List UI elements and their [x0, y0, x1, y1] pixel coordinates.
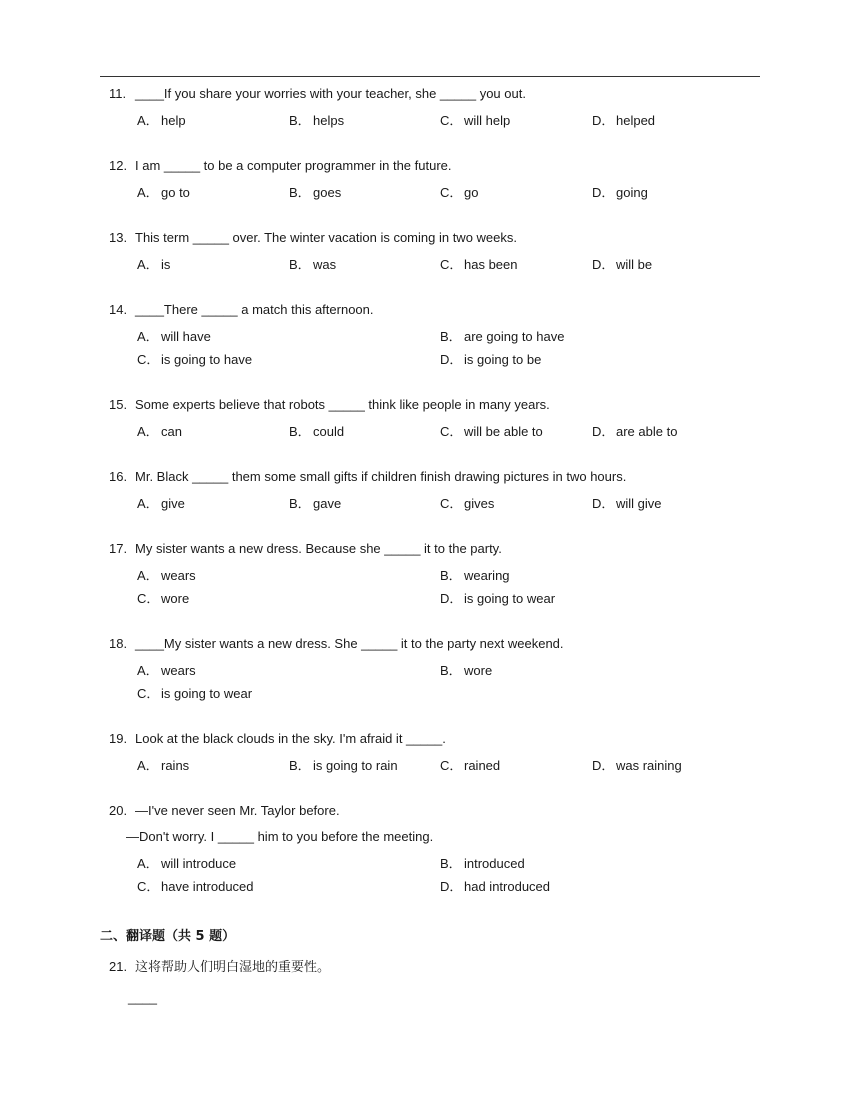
option-letter: C．: [137, 352, 160, 367]
question-number: 17.: [109, 541, 128, 556]
option-text: is going to have: [161, 352, 253, 367]
option-letter: C．: [440, 758, 463, 773]
option-d[interactable]: [592, 109, 655, 132]
option-a[interactable]: [137, 420, 182, 443]
question-number: 15.: [109, 397, 128, 412]
option-letter: A．: [137, 257, 159, 272]
option-b[interactable]: [289, 754, 398, 777]
option-text: can: [161, 424, 182, 439]
question-stem-line: [109, 729, 769, 749]
question-stem-reply: —Don't worry. I _____ him to you before the meeting.: [126, 829, 434, 844]
option-b[interactable]: [440, 325, 564, 348]
question-13: [109, 228, 769, 276]
option-text: gave: [313, 496, 342, 511]
question-number: 21.: [109, 959, 128, 974]
option-b[interactable]: [440, 564, 510, 587]
option-letter: A．: [137, 113, 159, 128]
option-d[interactable]: [592, 253, 652, 276]
option-text: wearing: [464, 568, 510, 583]
option-letter: D．: [440, 352, 463, 367]
option-d[interactable]: [592, 181, 648, 204]
option-c[interactable]: [440, 420, 543, 443]
option-letter: D．: [592, 424, 615, 439]
option-letter: C．: [440, 185, 463, 200]
option-text: is: [161, 257, 171, 272]
option-b[interactable]: [289, 181, 341, 204]
option-letter: D．: [592, 758, 615, 773]
option-text: will have: [161, 329, 211, 344]
question-stem-line: [109, 300, 769, 320]
option-text: helped: [616, 113, 656, 128]
question-stem-line: [109, 84, 769, 104]
option-b[interactable]: [289, 109, 344, 132]
option-letter: D．: [440, 591, 463, 606]
question-12: [109, 156, 769, 204]
option-text: has been: [464, 257, 518, 272]
option-letter: C．: [137, 591, 160, 606]
options: [109, 325, 769, 371]
option-letter: B．: [440, 663, 462, 678]
question-15: [109, 395, 769, 443]
question-number: 18.: [109, 636, 128, 651]
option-c[interactable]: [440, 492, 494, 515]
option-letter: C．: [137, 686, 160, 701]
option-text: wore: [161, 591, 190, 606]
question-17: [109, 539, 769, 610]
question-stem: —I've never seen Mr. Taylor before.: [135, 803, 340, 818]
option-b[interactable]: [289, 420, 344, 443]
question-14: [109, 300, 769, 371]
question-stem: ____There _____ a match this afternoon.: [135, 302, 374, 317]
option-letter: C．: [440, 257, 463, 272]
option-a[interactable]: [137, 564, 196, 587]
option-letter: A．: [137, 185, 159, 200]
option-letter: B．: [440, 329, 462, 344]
option-text: wears: [161, 663, 196, 678]
option-letter: B．: [289, 424, 311, 439]
question-stem: 这将帮助人们明白湿地的重要性。: [135, 960, 331, 975]
option-text: gives: [464, 496, 495, 511]
option-text: have introduced: [161, 879, 254, 894]
option-text: will be: [616, 257, 653, 272]
question-stem: ____If you share your worries with your teacher, she _____ you out.: [135, 86, 526, 101]
option-a[interactable]: [137, 754, 189, 777]
options: [109, 659, 769, 705]
option-letter: C．: [440, 113, 463, 128]
option-letter: D．: [440, 879, 463, 894]
options: [109, 420, 769, 443]
option-a[interactable]: [137, 109, 186, 132]
option-letter: D．: [592, 113, 615, 128]
option-text: give: [161, 496, 185, 511]
option-text: help: [161, 113, 186, 128]
option-text: go: [464, 185, 479, 200]
options: [109, 564, 769, 610]
question-number: 16.: [109, 469, 128, 484]
option-text: are going to have: [464, 329, 565, 344]
question-stem: ____My sister wants a new dress. She _____ it to the party next weekend.: [135, 636, 564, 651]
question-stem-line: [109, 467, 769, 487]
option-c[interactable]: [137, 682, 252, 705]
option-letter: D．: [592, 185, 615, 200]
question-stem: This term _____ over. The winter vacation is coming in two weeks.: [135, 230, 517, 245]
option-a[interactable]: [137, 492, 185, 515]
question-number: 19.: [109, 731, 128, 746]
options: [109, 852, 769, 898]
option-letter: A．: [137, 496, 159, 511]
option-text: rains: [161, 758, 190, 773]
option-text: are able to: [616, 424, 678, 439]
option-d[interactable]: [592, 754, 682, 777]
option-a[interactable]: [137, 325, 211, 348]
option-d[interactable]: [440, 875, 550, 898]
question-11: [109, 84, 769, 132]
question-stem: Some experts believe that robots _____ think like people in many years.: [135, 397, 550, 412]
option-b[interactable]: [440, 852, 525, 875]
question-stem-line: [109, 156, 769, 176]
option-letter: A．: [137, 568, 159, 583]
question-20: [109, 801, 769, 898]
option-letter: B．: [440, 568, 462, 583]
question-21: [109, 956, 330, 979]
question-stem-line: [109, 395, 769, 415]
option-letter: A．: [137, 424, 159, 439]
option-text: will help: [464, 113, 511, 128]
option-text: helps: [313, 113, 345, 128]
option-d[interactable]: [592, 492, 662, 515]
options: [109, 492, 769, 515]
option-c[interactable]: [440, 181, 478, 204]
option-b[interactable]: [440, 659, 492, 682]
option-a[interactable]: [137, 181, 190, 204]
section-title: 二、翻译题（共 5 题）: [100, 929, 236, 944]
option-text: going: [616, 185, 648, 200]
option-letter: A．: [137, 758, 159, 773]
option-letter: B．: [289, 257, 311, 272]
question-number: 13.: [109, 230, 128, 245]
option-letter: B．: [289, 113, 311, 128]
option-letter: A．: [137, 329, 159, 344]
question-number: 12.: [109, 158, 128, 173]
option-text: could: [313, 424, 345, 439]
option-d[interactable]: [592, 420, 677, 443]
option-text: was raining: [616, 758, 682, 773]
question-stem: My sister wants a new dress. Because she _____ it to the party.: [135, 541, 502, 556]
question-number: 14.: [109, 302, 128, 317]
option-text: was: [313, 257, 337, 272]
question-stem: Look at the black clouds in the sky. I'm afraid it _____.: [135, 731, 446, 746]
option-letter: B．: [289, 185, 311, 200]
option-text: will be able to: [464, 424, 543, 439]
option-letter: A．: [137, 663, 159, 678]
option-text: is going to be: [464, 352, 542, 367]
option-letter: A．: [137, 856, 159, 871]
question-number: 11.: [109, 86, 127, 101]
option-letter: B．: [289, 758, 311, 773]
question-number: 20.: [109, 803, 128, 818]
question-18: [109, 634, 769, 705]
options: [109, 109, 769, 132]
option-text: is going to wear: [464, 591, 556, 606]
option-letter: C．: [440, 424, 463, 439]
option-text: will introduce: [161, 856, 237, 871]
question-stem: I am _____ to be a computer programmer in the future.: [135, 158, 452, 173]
option-letter: C．: [440, 496, 463, 511]
option-c[interactable]: [440, 253, 518, 276]
option-text: go to: [161, 185, 190, 200]
question-19: [109, 729, 769, 777]
option-c[interactable]: [137, 348, 252, 371]
option-text: introduced: [464, 856, 525, 871]
option-d[interactable]: [440, 348, 541, 371]
option-text: is going to rain: [313, 758, 398, 773]
option-letter: B．: [440, 856, 462, 871]
option-text: will give: [616, 496, 662, 511]
option-b[interactable]: [289, 492, 341, 515]
option-d[interactable]: [440, 587, 555, 610]
option-text: had introduced: [464, 879, 551, 894]
option-text: wears: [161, 568, 196, 583]
option-text: is going to wear: [161, 686, 253, 701]
option-letter: D．: [592, 496, 615, 511]
option-letter: C．: [137, 879, 160, 894]
option-text: wore: [464, 663, 493, 678]
question-stem-line: [109, 539, 769, 559]
option-b[interactable]: [289, 253, 336, 276]
option-letter: D．: [592, 257, 615, 272]
question-16: [109, 467, 769, 515]
header-rule: [100, 76, 760, 77]
option-text: rained: [464, 758, 501, 773]
option-letter: B．: [289, 496, 311, 511]
option-c[interactable]: [440, 109, 510, 132]
option-a[interactable]: [137, 659, 196, 682]
options: [109, 754, 769, 777]
options: [109, 181, 769, 204]
option-c[interactable]: [137, 587, 189, 610]
option-a[interactable]: [137, 253, 170, 276]
question-stem-line: [109, 634, 769, 654]
answer-blank: ____: [128, 990, 157, 1005]
option-text: goes: [313, 185, 342, 200]
question-stem-line: [109, 228, 769, 248]
option-a[interactable]: [137, 852, 236, 875]
question-stem-line: [109, 801, 769, 821]
question-stem: Mr. Black _____ them some small gifts if children finish drawing pictures in two hours.: [135, 469, 627, 484]
option-c[interactable]: [440, 754, 500, 777]
options: [109, 253, 769, 276]
option-c[interactable]: [137, 875, 254, 898]
